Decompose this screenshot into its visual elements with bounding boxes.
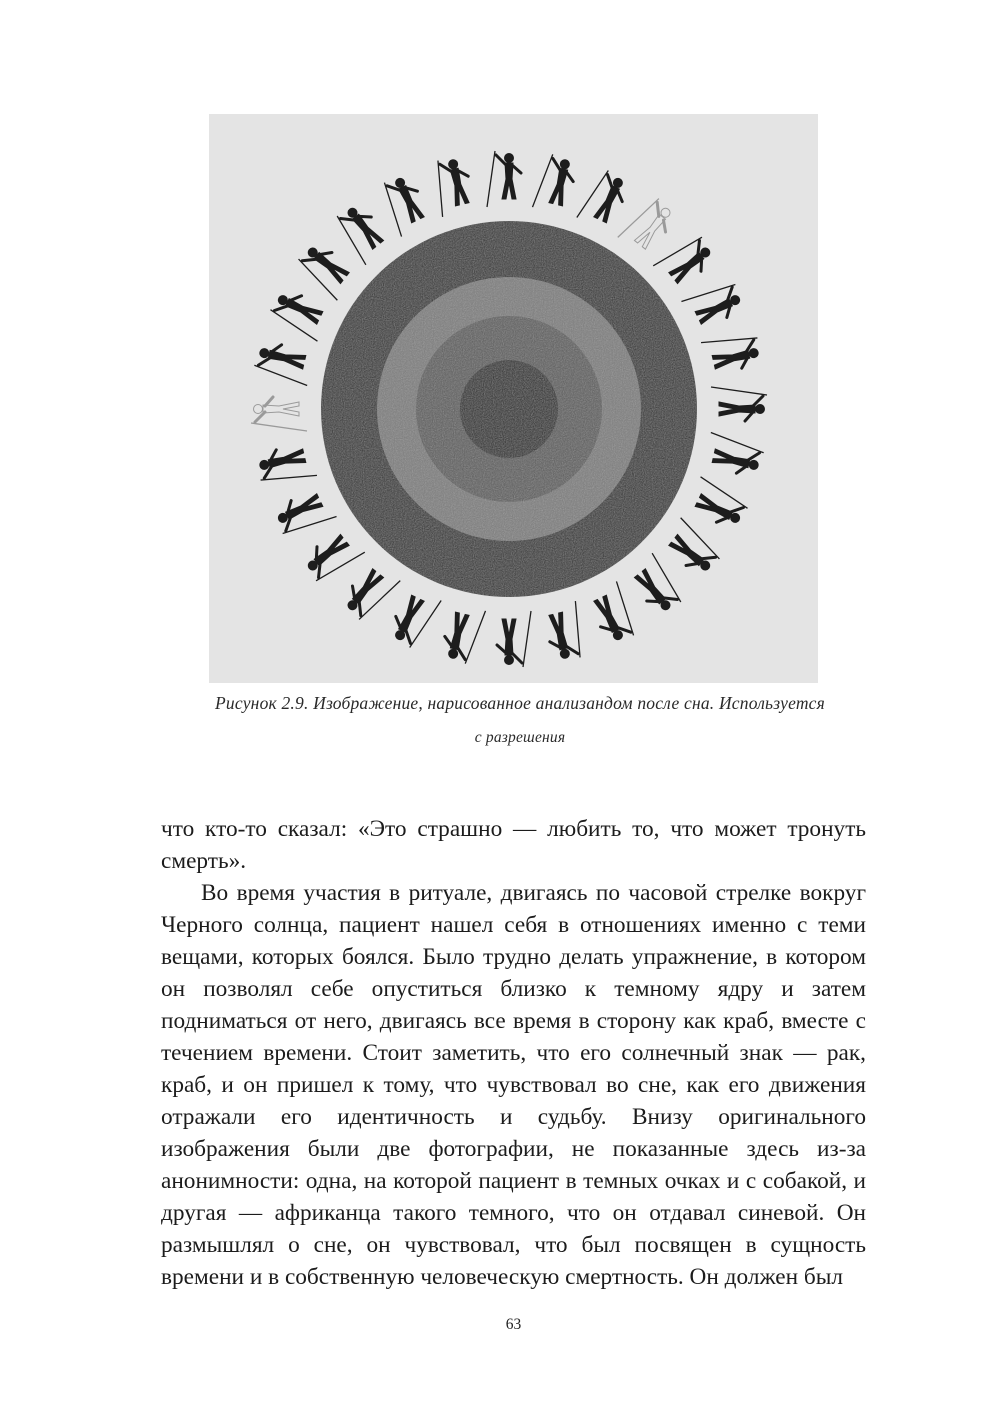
black-sun-drawing [209, 114, 818, 683]
concentric-circles [321, 221, 697, 597]
figure-image [209, 114, 818, 683]
page-number: 63 [505, 1316, 522, 1333]
figure-caption-line1: Рисунок 2.9. Изображение, нарисованное анализандом после сна. Используется [215, 693, 825, 713]
body-text [161, 813, 866, 1293]
dancer-head [505, 656, 514, 665]
dancer-head [505, 154, 514, 163]
paragraph-1: что кто-то сказал: «Это страшно — любить то, что может тронуть смерть». [161, 816, 866, 874]
paragraph-2: Во время участия в ритуале, двигаясь по часовой стрелке вокруг Черного солнца, пациент нашел себя в отношениях именно с теми вещами, которых боялся. Было трудно делать упражнение, в котором он позволял себе опуститься близко к темному ядру и затем подниматься от него, двигаясь все время в сторону как краб, вместе с течением времени. Стоит заметить, что его солнечный знак — рак, краб, и он пришел к тому, что чувствовал во сне, как его движения отражали его идентичность и судьбу. Внизу оригинального изображения были две фотографии, не показанные здесь из-за анонимности: одна, на которой пациент в темных очках и с собакой, и другая — африканца такого темного, что он отдавал синевой. Он размышлял о сне, он чувствовал, что был посвящен в сущность времени и в собственную человеческую смертность. Он должен был [161, 880, 866, 1290]
dark-core [460, 360, 558, 458]
figure-caption-line2: с разрешения [474, 729, 566, 746]
dancer-head [756, 405, 765, 414]
